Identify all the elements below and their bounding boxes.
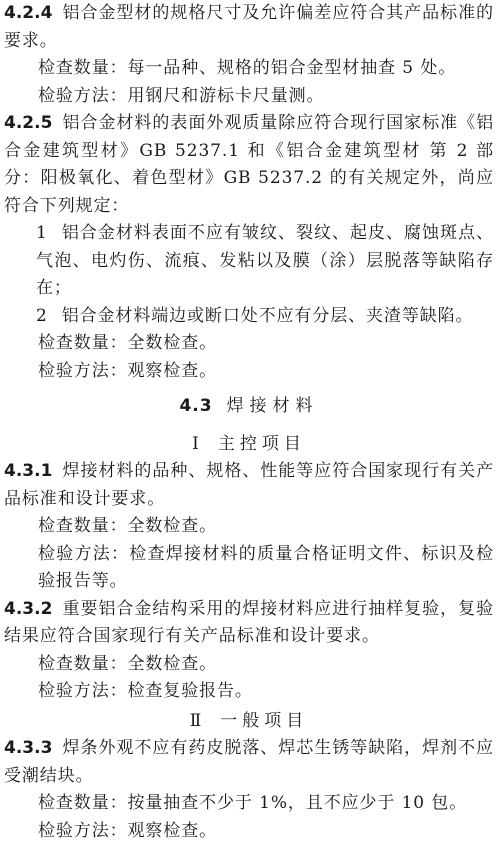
clause-number: 4.3.2 bbox=[4, 599, 52, 619]
clause-4-3-2 bbox=[4, 596, 494, 651]
inspection-quantity-label: 检查数量： bbox=[38, 516, 128, 536]
inspection-quantity-label: 检查数量： bbox=[38, 58, 128, 78]
clause-text: 焊条外观不应有药皮脱落、焊芯生锈等缺陷，焊剂不应受潮结块。 bbox=[4, 738, 494, 786]
clause-number: 4.3.1 bbox=[4, 461, 52, 481]
inspection-quantity-label: 检查数量： bbox=[38, 654, 128, 674]
clause-4-3-3 bbox=[4, 735, 494, 790]
clause-4-2-5 bbox=[4, 110, 494, 220]
group-roman-numeral: Ⅱ bbox=[190, 711, 207, 731]
inspection-quantity bbox=[4, 55, 494, 83]
section-title-text: 焊接材料 bbox=[227, 396, 319, 416]
list-item-text: 铝合金材料表面不应有皱纹、裂纹、起皮、腐蚀斑点、气泡、电灼伤、流痕、发粘以及膜（涂）层脱落等缺陷存在； bbox=[36, 223, 494, 298]
inspection-method bbox=[4, 83, 494, 111]
list-item-text: 铝合金材料端边或断口处不应有分层、夹渣等缺陷。 bbox=[62, 306, 474, 326]
inspection-quantity-label: 检查数量： bbox=[38, 793, 128, 813]
clause-text: 铝合金型材的规格尺寸及允许偏差应符合其产品标准的要求。 bbox=[4, 3, 494, 51]
clause-text: 焊接材料的品种、规格、性能等应符合国家现行有关产品标准和设计要求。 bbox=[4, 461, 494, 509]
list-item bbox=[4, 303, 494, 331]
list-item bbox=[4, 220, 494, 303]
inspection-method-text: 检查焊接材料的质量合格证明文件、标识及检验报告等。 bbox=[38, 544, 494, 592]
clause-number: 4.3.3 bbox=[4, 738, 52, 758]
group-roman-numeral: Ⅰ bbox=[192, 434, 204, 454]
list-item-number: 1 bbox=[36, 223, 48, 243]
inspection-method-label: 检验方法： bbox=[38, 681, 128, 701]
clause-text: 铝合金材料的表面外观质量除应符合现行国家标准《铝合金建筑型材》GB 5237.1 和《铝合金建筑型材 第 2 部分：阳极氧化、着色型材》GB 5237.2 的有关规定外，尚应符合下列规定： bbox=[4, 113, 494, 216]
inspection-quantity bbox=[4, 651, 494, 679]
inspection-method-label: 检验方法： bbox=[38, 86, 128, 106]
inspection-method bbox=[4, 541, 494, 596]
inspection-method bbox=[4, 818, 494, 845]
group-title-main-control bbox=[4, 431, 494, 459]
inspection-quantity-text: 全数检查。 bbox=[128, 516, 218, 536]
inspection-method-label: 检验方法： bbox=[38, 361, 128, 381]
inspection-quantity-label: 检查数量： bbox=[38, 333, 128, 353]
inspection-quantity-text: 全数检查。 bbox=[128, 654, 218, 674]
clause-number: 4.2.4 bbox=[4, 3, 52, 23]
inspection-quantity-text: 按量抽查不少于 1%，且不应少于 10 包。 bbox=[128, 793, 468, 813]
clause-4-3-1 bbox=[4, 458, 494, 513]
list-item-number: 2 bbox=[36, 306, 48, 326]
inspection-method-text: 用钢尺和游标卡尺量测。 bbox=[128, 86, 325, 106]
clause-number: 4.2.5 bbox=[4, 113, 52, 133]
inspection-method-label: 检验方法： bbox=[38, 821, 128, 841]
inspection-method-text: 检查复验报告。 bbox=[128, 681, 253, 701]
clause-text: 重要铝合金结构采用的焊接材料应进行抽样复验，复验结果应符合国家现行有关产品标准和设计要求。 bbox=[4, 599, 494, 647]
inspection-method bbox=[4, 358, 494, 386]
inspection-quantity bbox=[4, 790, 494, 818]
inspection-method-text: 观察检查。 bbox=[128, 821, 218, 841]
inspection-method-label: 检验方法： bbox=[38, 544, 129, 564]
group-title-general bbox=[4, 708, 494, 736]
inspection-quantity bbox=[4, 330, 494, 358]
inspection-quantity-text: 全数检查。 bbox=[128, 333, 218, 353]
inspection-method-text: 观察检查。 bbox=[128, 361, 218, 381]
inspection-method bbox=[4, 678, 494, 706]
group-title-text: 一般项目 bbox=[220, 711, 308, 731]
group-title-text: 主控项目 bbox=[218, 434, 306, 454]
inspection-quantity bbox=[4, 513, 494, 541]
clause-4-2-4 bbox=[4, 0, 494, 55]
inspection-quantity-text: 每一品种、规格的铝合金型材抽查 5 处。 bbox=[128, 58, 457, 78]
section-title bbox=[4, 393, 494, 421]
section-number: 4.3 bbox=[179, 396, 212, 416]
